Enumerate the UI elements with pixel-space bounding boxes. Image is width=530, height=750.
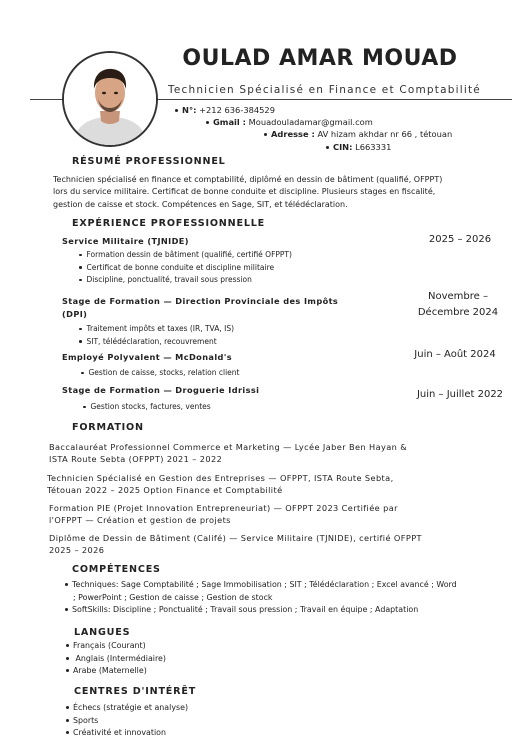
job-title-line: Stage de Formation — Direction Provinciale des Impôts: [62, 296, 339, 306]
skills-technical: Techniques: Sage Comptabilité ; Sage Immobilisation ; SIT ; Télédéclaration ; Excel avancé ; Word: [65, 579, 525, 592]
list-item: Discipline, ponctualité, travail sous pression: [79, 274, 292, 287]
bullet-icon: [83, 406, 86, 409]
formation-line: Technicien Spécialisé en Gestion des Entreprises — OFPPT, ISTA Route Sebta,: [47, 473, 394, 483]
bullet-icon: [175, 109, 178, 112]
contact-phone: N°: +212 636-384529: [175, 105, 275, 115]
job-date-dpi: [400, 289, 516, 320]
candidate-name: OULAD AMAR MOUAD: [182, 46, 458, 71]
list-item: SIT, télédéclaration, recouvrement: [79, 336, 234, 349]
formation-item: [49, 441, 519, 466]
bullet-icon: [79, 266, 82, 269]
skills-soft: SoftSkills: Discipline ; Ponctualité ; Travail sous pression ; Travail en équipe ; Adaptation: [65, 604, 525, 617]
list-item: Certificat de bonne conduite et discipline militaire: [79, 262, 292, 275]
experience-heading: EXPÉRIENCE PROFESSIONNELLE: [72, 218, 265, 229]
job-date-droguerie: Juin – Juillet 2022: [416, 389, 504, 400]
skills-heading: COMPÉTENCES: [72, 564, 161, 575]
contact-email: Gmail : Mouadouladamar@gmail.com: [206, 117, 373, 127]
job-bullets-droguerie: [83, 401, 211, 414]
formation-line: 2025 – 2026: [49, 545, 105, 556]
job-bullets-mcdonalds: [81, 367, 240, 380]
list-item: Formation dessin de bâtiment (qualifié, certifié OFPPT): [79, 249, 292, 262]
summary-line: lors du service militaire. Certificat de bonne conduite et discipline. Plusieurs stages en fiscalité,: [53, 187, 436, 197]
job-title-mcdonalds: Employé Polyvalent — McDonald's: [62, 352, 233, 362]
summary-heading: RÉSUMÉ PROFESSIONNEL: [72, 156, 226, 167]
list-item: Sports: [66, 715, 188, 728]
bullet-icon: [66, 706, 69, 709]
bullet-icon: [264, 133, 267, 136]
bullet-icon: [79, 340, 82, 343]
job-date-line: Novembre –: [428, 291, 488, 302]
list-item: Arabe (Maternelle): [66, 665, 166, 678]
contact-address: Adresse : AV hizam akhdar nr 66 , tétouan: [264, 129, 452, 139]
avatar: [64, 53, 156, 145]
bullet-icon: [79, 328, 82, 331]
bullet-icon: [66, 657, 69, 660]
list-item: Gestion stocks, factures, ventes: [83, 401, 211, 414]
interests-heading: CENTRES D'INTÉRÊT: [74, 686, 197, 697]
summary-text: [53, 174, 523, 211]
profile-photo: [62, 51, 158, 147]
list-item: Français (Courant): [66, 640, 166, 653]
bullet-icon: [79, 279, 82, 282]
formation-line: l'OFPPT — Création et gestion de projets: [49, 515, 231, 526]
bullet-icon: [206, 121, 209, 124]
formation-line: Formation PIE (Projet Innovation Entrepreneuriat) — OFPPT 2023 Certifiée par: [49, 503, 398, 513]
list-item: Créativité et innovation: [66, 727, 188, 740]
formation-item: [49, 502, 519, 527]
formation-item: [47, 472, 517, 497]
bullet-icon: [66, 669, 69, 672]
list-item: Anglais (Intermédiaire): [66, 653, 166, 666]
bullet-icon: [65, 583, 68, 586]
job-title: Technicien Spécialisé en Finance et Comptabilité: [168, 84, 481, 96]
skills-list: [65, 579, 525, 617]
job-date-military: 2025 – 2026: [428, 234, 492, 245]
bullet-icon: [81, 372, 84, 375]
bullet-icon: [79, 254, 82, 257]
bullet-icon: [65, 608, 68, 611]
job-title-droguerie: Stage de Formation — Droguerie Idrissi: [62, 385, 260, 395]
summary-line: gestion de caisse et stock. Compétences en Sage, SIT, et télédéclaration.: [53, 199, 348, 209]
summary-line: Technicien spécialisé en finance et comptabilité, diplômé en dessin de bâtiment (qualifié, OFPPT): [53, 175, 443, 184]
list-item: Échecs (stratégie et analyse): [66, 702, 188, 715]
bullet-icon: [66, 731, 69, 734]
formation-line: Diplôme de Dessin de Bâtiment (Califé) — Service Militaire (TJNIDE), certifié OFPPT: [49, 533, 422, 543]
bullet-icon: [66, 644, 69, 647]
formation-heading: FORMATION: [72, 422, 144, 433]
skills-technical-continued: ; PowerPoint ; Gestion de caisse ; Gestion de stock: [73, 592, 273, 602]
list-item: Gestion de caisse, stocks, relation client: [81, 367, 240, 380]
job-bullets-dpi: [79, 323, 234, 348]
job-bullets-military: [79, 249, 292, 287]
job-title-dpi: [62, 295, 338, 320]
job-date-line: Décembre 2024: [417, 306, 499, 318]
languages-heading: LANGUES: [74, 627, 131, 638]
formation-item: [49, 532, 524, 557]
formation-line: Tétouan 2022 – 2025 Option Finance et Comptabilité: [47, 485, 283, 496]
contact-cin: CIN: L663331: [326, 142, 391, 152]
job-date-mcdonalds: Juin – Août 2024: [414, 349, 496, 360]
list-item: Traitement impôts et taxes (IR, TVA, IS): [79, 323, 234, 336]
bullet-icon: [66, 719, 69, 722]
job-title-line: (DPI): [62, 308, 88, 319]
job-title-military: Service Militaire (TJNIDE): [62, 236, 189, 246]
formation-line: ISTA Route Sebta (OFPPT) 2021 – 2022: [49, 454, 223, 465]
bullet-icon: [326, 146, 329, 149]
languages-list: [66, 640, 166, 678]
formation-line: Baccalauréat Professionnel Commerce et Marketing — Lycée Jaber Ben Hayan &: [49, 442, 408, 452]
interests-list: [66, 702, 188, 740]
